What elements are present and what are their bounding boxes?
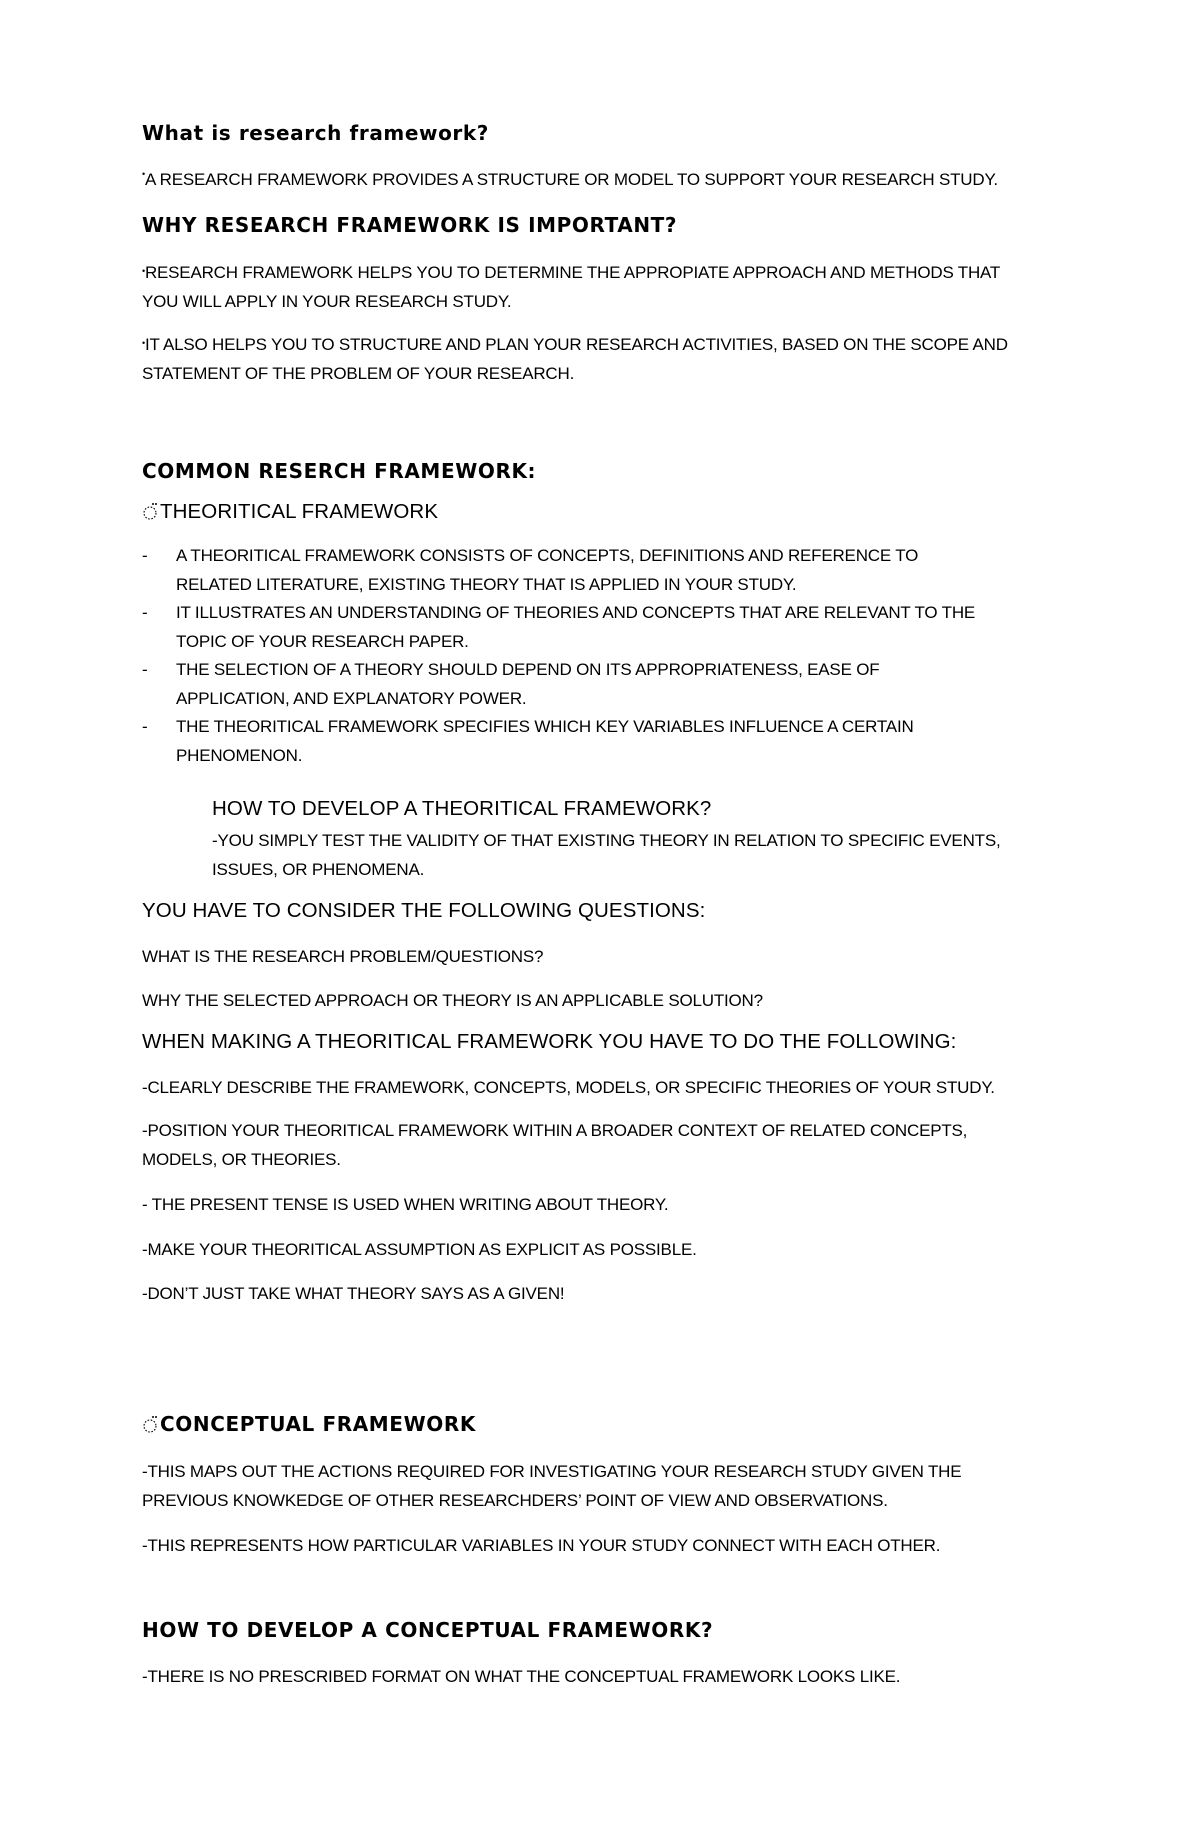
todo-dont-take-given: -DON’T JUST TAKE WHAT THEORY SAYS AS A GIVEN! [142, 1284, 565, 1303]
list-item-line-1: THE THEORITICAL FRAMEWORK SPECIFIES WHICH KEY VARIABLES INFLUENCE A CERTAIN [176, 717, 914, 736]
definition-text: A RESEARCH FRAMEWORK PROVIDES A STRUCTURE OR MODEL TO SUPPORT YOUR RESEARCH STUDY. [144, 170, 998, 189]
why-2-line-1: IT ALSO HELPS YOU TO STRUCTURE AND PLAN YOUR RESEARCH ACTIVITIES, BASED ON THE SCOPE AND [144, 335, 1008, 354]
list-item-line-2: RELATED LITERATURE, EXISTING THEORY THAT IS APPLIED IN YOUR STUDY. [176, 575, 797, 594]
todo-explicit: -MAKE YOUR THEORITICAL ASSUMPTION AS EXPLICIT AS POSSIBLE. [142, 1240, 697, 1259]
why-2-line-2: STATEMENT OF THE PROBLEM OF YOUR RESEARCH. [142, 364, 575, 383]
paragraph-conceptual-maps [142, 1457, 961, 1515]
conceptual-framework-text: CONCEPTUAL FRAMEWORK [160, 1412, 476, 1436]
dotted-ring-icon [142, 501, 158, 521]
dash-marker: - [142, 717, 148, 736]
paragraph-definition [142, 170, 998, 190]
heading-consider-questions: YOU HAVE TO CONSIDER THE FOLLOWING QUESTIONS: [142, 899, 706, 922]
bullet-icon: • [142, 169, 145, 179]
todo-present-tense: - THE PRESENT TENSE IS USED WHEN WRITING ABOUT THEORY. [142, 1195, 669, 1214]
how-theoretical-line-2: ISSUES, OR PHENOMENA. [212, 860, 425, 879]
list-item [142, 598, 976, 656]
question-research-problem: WHAT IS THE RESEARCH PROBLEM/QUESTIONS? [142, 947, 544, 966]
dash-marker: - [142, 603, 148, 622]
paragraph-why-2 [142, 330, 1008, 388]
why-1-line-1: RESEARCH FRAMEWORK HELPS YOU TO DETERMINE THE APPROPIATE APPROACH AND METHODS THAT [144, 263, 1001, 282]
theoretical-list [142, 541, 1042, 831]
why-1-line-2: YOU WILL APPLY IN YOUR RESEARCH STUDY. [142, 292, 512, 311]
todo-position [142, 1116, 967, 1174]
heading-what-is-research-framework: What is research framework? [142, 121, 490, 145]
list-item [142, 655, 880, 713]
dotted-ring-icon [142, 1414, 158, 1434]
todo-position-line-2: MODELS, OR THEORIES. [142, 1150, 341, 1169]
list-item-line-1: THE SELECTION OF A THEORY SHOULD DEPEND ON ITS APPROPRIATENESS, EASE OF [176, 660, 880, 679]
list-item-line-1: A THEORITICAL FRAMEWORK CONSISTS OF CONCEPTS, DEFINITIONS AND REFERENCE TO [176, 546, 919, 565]
heading-when-making-theoretical: WHEN MAKING A THEORITICAL FRAMEWORK YOU HAVE TO DO THE FOLLOWING: [142, 1030, 957, 1053]
todo-position-line-1: -POSITION YOUR THEORITICAL FRAMEWORK WITHIN A BROADER CONTEXT OF RELATED CONCEPTS, [142, 1121, 968, 1140]
todo-describe: -CLEARLY DESCRIBE THE FRAMEWORK, CONCEPTS, MODELS, OR SPECIFIC THEORIES OF YOUR STUDY. [142, 1078, 995, 1097]
heading-how-develop-conceptual: HOW TO DEVELOP A CONCEPTUAL FRAMEWORK? [142, 1618, 714, 1642]
list-item-line-2: TOPIC OF YOUR RESEARCH PAPER. [176, 632, 469, 651]
paragraph-how-develop-theoretical [212, 826, 1001, 884]
paragraph-no-prescribed-format: -THERE IS NO PRESCRIBED FORMAT ON WHAT THE CONCEPTUAL FRAMEWORK LOOKS LIKE. [142, 1667, 901, 1686]
list-item-line-1: IT ILLUSTRATES AN UNDERSTANDING OF THEORIES AND CONCEPTS THAT ARE RELEVANT TO THE [176, 603, 976, 622]
conceptual-maps-line-2: PREVIOUS KNOWKEDGE OF OTHER RESEARCHDERS’ POINT OF VIEW AND OBSERVATIONS. [142, 1491, 888, 1510]
list-item [142, 712, 914, 770]
heading-how-develop-theoretical: HOW TO DEVELOP A THEORITICAL FRAMEWORK? [212, 797, 712, 820]
heading-common-research-framework: COMMON RESERCH FRAMEWORK: [142, 459, 537, 483]
dash-marker: - [142, 546, 148, 565]
bullet-icon: • [142, 266, 145, 276]
theoretical-framework-label [142, 500, 438, 524]
list-item-line-2: APPLICATION, AND EXPLANATORY POWER. [176, 689, 527, 708]
heading-why-important: WHY RESEARCH FRAMEWORK IS IMPORTANT? [142, 213, 678, 237]
conceptual-maps-line-1: -THIS MAPS OUT THE ACTIONS REQUIRED FOR INVESTIGATING YOUR RESEARCH STUDY GIVEN THE [142, 1462, 962, 1481]
bullet-icon: • [142, 338, 145, 348]
question-selected-approach: WHY THE SELECTED APPROACH OR THEORY IS AN APPLICABLE SOLUTION? [142, 991, 763, 1010]
list-item-line-2: PHENOMENON. [176, 746, 303, 765]
dash-marker: - [142, 660, 148, 679]
heading-conceptual-framework [142, 1412, 476, 1436]
list-item [142, 541, 919, 599]
paragraph-why-1 [142, 258, 1000, 316]
paragraph-conceptual-represents: -THIS REPRESENTS HOW PARTICULAR VARIABLES IN YOUR STUDY CONNECT WITH EACH OTHER. [142, 1536, 941, 1555]
theoretical-framework-text: THEORITICAL FRAMEWORK [160, 500, 439, 523]
how-theoretical-line-1: -YOU SIMPLY TEST THE VALIDITY OF THAT EXISTING THEORY IN RELATION TO SPECIFIC EVENTS, [212, 831, 1001, 850]
